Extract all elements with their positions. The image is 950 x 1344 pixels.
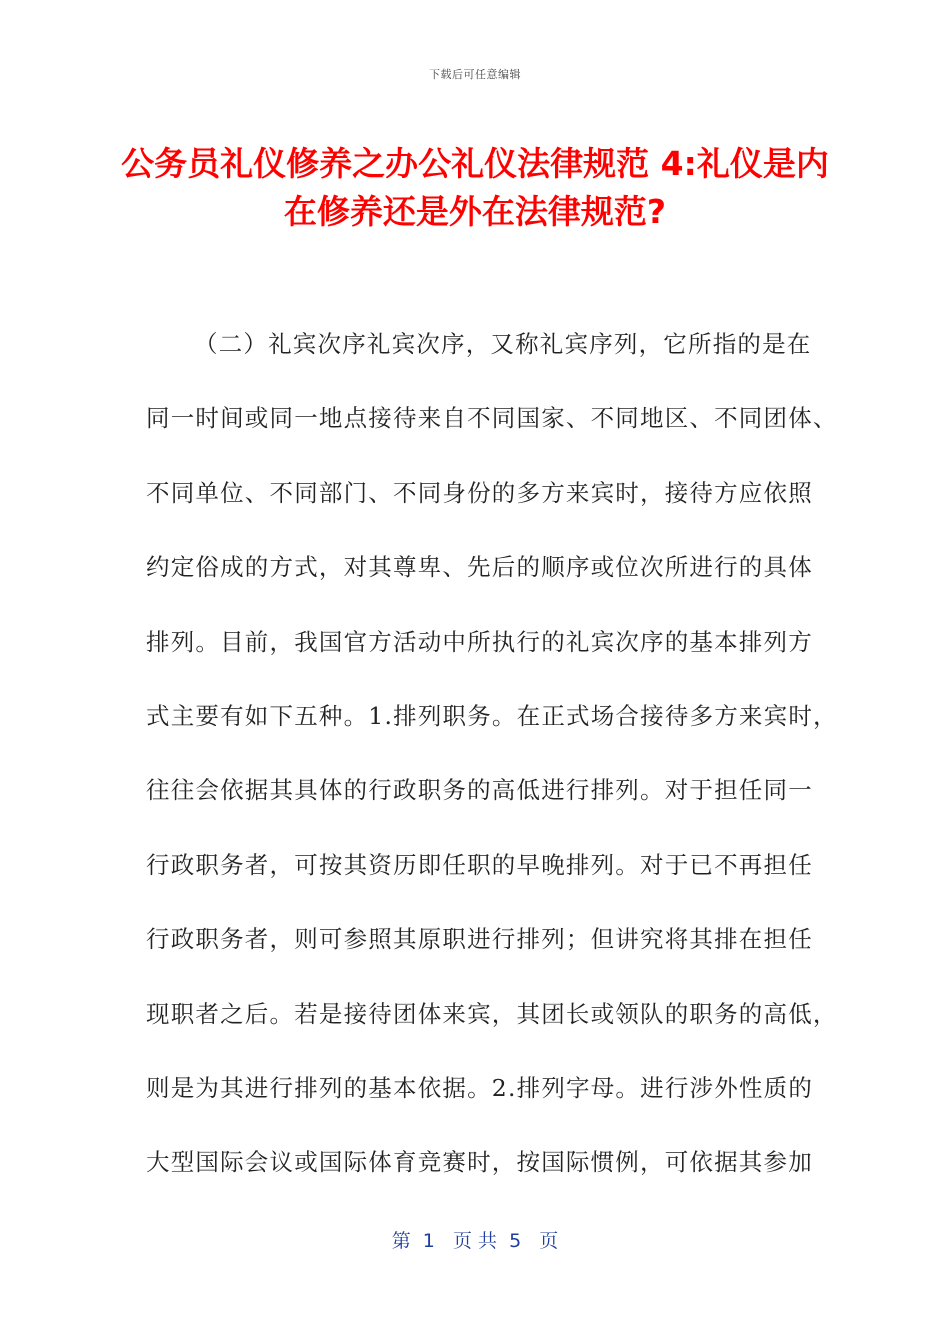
paragraph-line: （二）礼宾次序礼宾次序，又称礼宾序列，它所指的是在 bbox=[194, 330, 812, 358]
paragraph-line: 式主要有如下五种。1.排列职务。在正式场合接待多方来宾时， bbox=[146, 701, 838, 730]
paragraph-line: 则是为其进行排列的基本依据。2.排列字母。进行涉外性质的 bbox=[146, 1073, 814, 1102]
paragraph-line: 行政职务者，可按其资历即任职的早晚排列。对于已不再担任 bbox=[146, 850, 813, 879]
paragraph-line: 约定俗成的方式，对其尊卑、先后的顺序或位次所进行的具体 bbox=[146, 553, 813, 582]
paragraph-line: 现职者之后。若是接待团体来宾，其团长或领队的职务的高低， bbox=[146, 999, 838, 1028]
paragraph-line: 大型国际会议或国际体育竞赛时，按国际惯例，可依据其参加 bbox=[146, 1148, 813, 1177]
paragraph-line: 行政职务者，则可参照其原职进行排列；但讲究将其排在担任 bbox=[146, 925, 813, 954]
paragraph-line: 往往会依据其具体的行政职务的高低进行排列。对于担任同一 bbox=[146, 776, 813, 805]
paragraph-line: 同一时间或同一地点接待来自不同国家、不同地区、不同团体、 bbox=[146, 404, 838, 433]
body-paragraph bbox=[146, 318, 838, 1211]
page-footer: 第 1 页 共 5 页 bbox=[391, 1230, 559, 1252]
header-note: 下载后可任意编辑 bbox=[429, 68, 521, 81]
paragraph-line: 不同单位、不同部门、不同身份的多方来宾时，接待方应依照 bbox=[146, 478, 813, 507]
paragraph-line: 排列。目前，我国官方活动中所执行的礼宾次序的基本排列方 bbox=[146, 627, 813, 656]
document-title: 公务员礼仪修养之办公礼仪法律规范 4:礼仪是内在修养还是外在法律规范? bbox=[121, 144, 829, 231]
